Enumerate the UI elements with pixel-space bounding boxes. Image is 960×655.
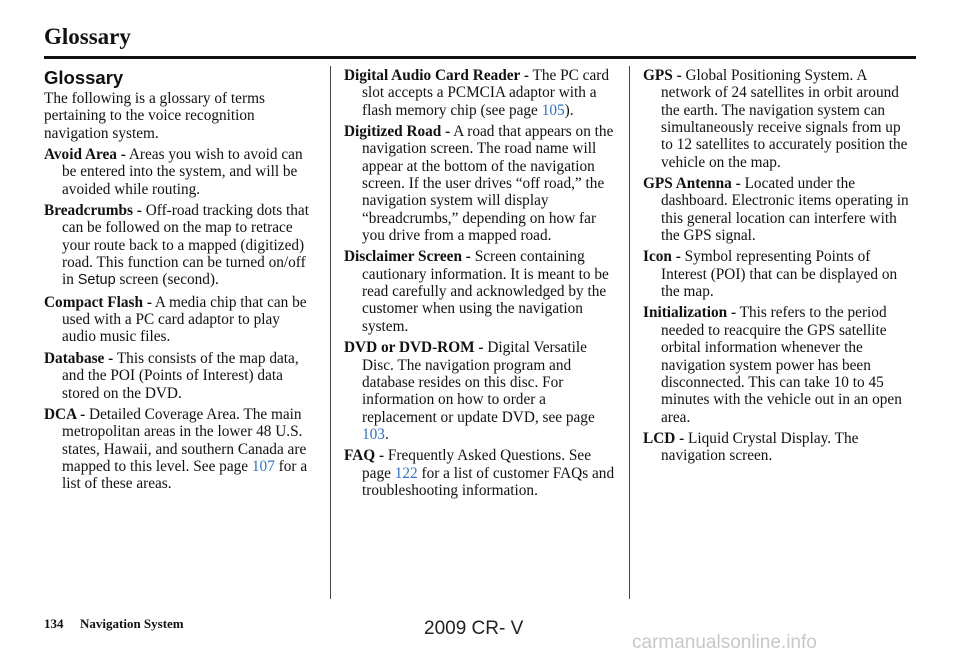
entry-definition: This consists of the map data, and the POI (Points of Interest) data stored on the DVD. — [62, 349, 299, 402]
entry-definition: Liquid Crystal Display. The navigation screen. — [661, 429, 859, 465]
entry-definition: Digital Versatile Disc. The navigation program and database resides on this disc. For information on how to order a replacement or update DVD, see page — [362, 339, 595, 426]
glossary-entry-lcd — [643, 430, 915, 465]
entry-definition: A road that appears on the navigation screen. The road name will appear at the bottom of the navigation screen. If the user drives “off road,” the navigation system will display “breadcrumbs,” depending on how far you drive from a mapped road. — [362, 123, 614, 245]
glossary-column-3 — [643, 67, 915, 469]
entry-term: Avoid Area - — [44, 146, 126, 164]
entry-definition: Global Positioning System. A network of 24 satellites in orbit around the earth. The navigation system can simultaneously receive signals from up to 12 satellites to accurately position the vehicle on the map. — [661, 67, 908, 171]
entry-definition: Frequently Asked Questions. See page — [362, 447, 591, 482]
glossary-entry-faq — [344, 447, 616, 499]
glossary-entry-icon — [643, 248, 915, 300]
column-divider — [330, 66, 331, 599]
entry-term: Initialization - — [643, 304, 737, 322]
glossary-column-2 — [344, 67, 616, 503]
entry-definition: Off-road tracking dots that can be followed on the map to retrace your route back to a mapped (digitized) road. This function can be turned on/off in — [62, 202, 309, 289]
glossary-entry-database — [44, 350, 316, 402]
glossary-entry-avoid-area — [44, 146, 316, 198]
entry-definition: Screen containing cautionary information. It is meant to be read carefully and acknowledged by the customer when using the navigation system. — [362, 248, 609, 335]
entry-term: Breadcrumbs - — [44, 202, 142, 220]
page-number: 134 — [44, 616, 64, 631]
entry-definition: Detailed Coverage Area. The main metropolitan areas in the lower 48 U.S. states, Hawaii, and southern Canada are mapped to this level. See page — [62, 405, 307, 475]
entry-definition: for a list of these areas. — [62, 457, 308, 493]
entry-term: Digitized Road - — [344, 123, 451, 141]
page-title: Glossary — [44, 24, 131, 49]
page-link[interactable]: 122 — [394, 464, 418, 482]
glossary-entry-compact-flash — [44, 294, 316, 346]
entry-definition: ). — [564, 101, 574, 119]
glossary-entry-breadcrumbs — [44, 202, 316, 290]
entry-term: GPS - — [643, 67, 682, 84]
glossary-entry-gps — [643, 67, 915, 171]
entry-term: GPS Antenna - — [643, 175, 741, 193]
entry-definition: Symbol representing Points of Interest (POI) that can be displayed on the map. — [661, 248, 898, 301]
setup-screen-name: Setup — [77, 272, 116, 289]
entry-term: Database - — [44, 349, 114, 367]
entry-definition: for a list of customer FAQs and troubleshooting information. — [362, 464, 615, 499]
entry-term: Compact Flash - — [44, 293, 152, 311]
entry-definition: . — [384, 425, 389, 443]
glossary-entry-digitized-road — [344, 123, 616, 244]
entry-term: DVD or DVD-ROM - — [344, 339, 484, 357]
entry-definition: Areas you wish to avoid can be entered into the system, and will be avoided while routing. — [62, 146, 303, 198]
glossary-entry-dca — [44, 406, 316, 493]
glossary-column-1 — [44, 67, 316, 497]
entry-term: DCA - — [44, 405, 86, 423]
glossary-entry-disclaimer-screen — [344, 248, 616, 335]
entry-definition: This refers to the period needed to reacquire the GPS satellite orbital information whenever the navigation system power has been disconnected. This can take 10 to 45 minutes with the vehicle out in an open area. — [661, 304, 902, 426]
page-link[interactable]: 107 — [251, 457, 275, 475]
watermark-model: 2009 CR- V — [424, 618, 524, 639]
entry-definition: A media chip that can be used with a PC card adaptor to play audio music files. — [62, 293, 307, 346]
glossary-entry-digital-audio-card-reader — [344, 67, 616, 119]
page-link[interactable]: 103 — [362, 425, 385, 443]
column-divider — [629, 66, 630, 599]
title-rule — [44, 56, 916, 59]
entry-term: FAQ - — [344, 447, 385, 465]
footer-label: Navigation System — [80, 616, 184, 631]
page-link[interactable]: 105 — [541, 101, 565, 119]
entry-term: Icon - — [643, 248, 681, 266]
glossary-entry-dvd — [344, 339, 616, 443]
entry-definition: The PC card slot accepts a PCMCIA adaptor with a flash memory chip (see page — [362, 67, 610, 119]
section-heading: Glossary — [44, 67, 124, 88]
entry-definition: Located under the dashboard. Electronic items operating in this general location can interfere with the GPS signal. — [661, 175, 909, 245]
watermark-site: carmanualsonline.info — [632, 632, 817, 653]
glossary-entry-gps-antenna — [643, 175, 915, 244]
entry-term: Disclaimer Screen - — [344, 248, 471, 266]
entry-term: Digital Audio Card Reader - — [344, 67, 529, 84]
entry-definition: screen (second). — [119, 271, 219, 289]
intro-paragraph: The following is a glossary of terms pertaining to the voice recognition navigation system. — [44, 90, 265, 142]
entry-term: LCD - — [643, 429, 685, 447]
glossary-entry-initialization — [643, 304, 915, 425]
